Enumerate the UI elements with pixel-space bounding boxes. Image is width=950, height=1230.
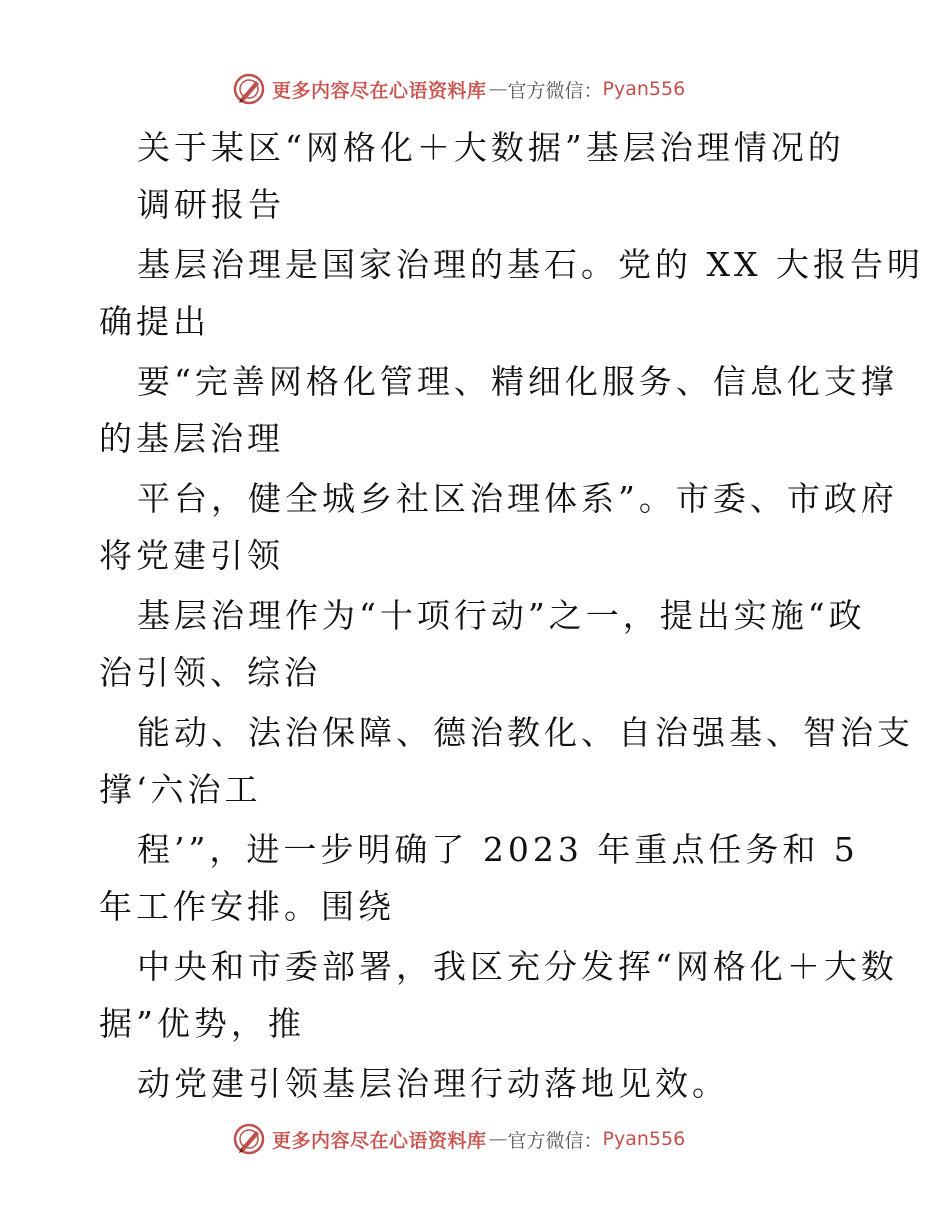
body-line: 年工作安排。围绕 <box>99 887 395 926</box>
body-line: 基层治理作为“十项行动”之一，提出实施“政 <box>137 596 866 635</box>
footer-watermark <box>232 1122 685 1156</box>
watermark-wechat-id: Pyan556 <box>602 1128 686 1150</box>
title-line-2: 调研报告 <box>137 185 285 224</box>
pen-logo-icon <box>232 72 266 106</box>
body-line: 动党建引领基层治理行动落地见效。 <box>137 1064 729 1103</box>
body-line: 基层治理是国家治理的基石。党的 XX 大报告明 <box>137 245 924 284</box>
watermark-official-label: 官方微信： <box>507 79 603 102</box>
watermark-wechat-id: Pyan556 <box>602 78 686 100</box>
body-line: 平台，健全城乡社区治理体系”。市委、市政府 <box>137 479 898 518</box>
watermark-official-label: 官方微信： <box>507 1129 603 1152</box>
watermark-site-text: 更多内容尽在心语资料库 <box>272 79 487 102</box>
header-watermark <box>232 72 685 106</box>
body-line: 将党建引领 <box>99 536 284 575</box>
body-line: 要“完善网格化管理、精细化服务、信息化支撑 <box>137 362 898 401</box>
body-line: 撑‘六治工 <box>99 770 262 809</box>
body-line: 能动、法治保障、德治教化、自治强基、智治支 <box>137 713 914 752</box>
body-line: 的基层治理 <box>99 419 284 458</box>
title-line-1: 关于某区“网格化＋大数据”基层治理情况的 <box>137 128 845 167</box>
watermark-dash: — <box>488 1128 506 1150</box>
body-line: 确提出 <box>99 302 210 341</box>
body-line: 据”优势，推 <box>99 1004 305 1043</box>
pen-logo-icon <box>232 1122 266 1156</box>
watermark-dash: — <box>488 78 506 100</box>
body-line: 程’”，进一步明确了 2023 年重点任务和 5 <box>137 830 859 869</box>
body-line: 中央和市委部署，我区充分发挥“网格化＋大数 <box>137 947 898 986</box>
watermark-site-text: 更多内容尽在心语资料库 <box>272 1129 487 1152</box>
body-line: 治引领、综治 <box>99 653 321 692</box>
